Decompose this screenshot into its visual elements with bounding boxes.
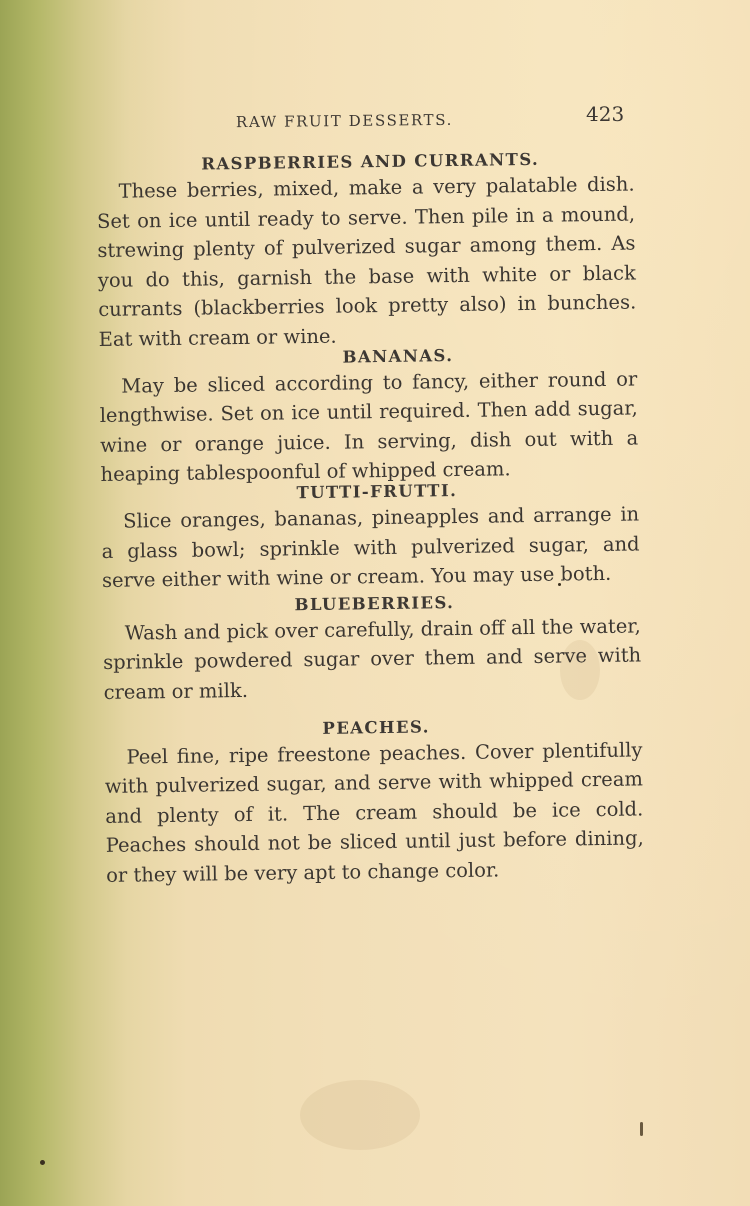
page-number: 423 <box>586 102 625 126</box>
section-title-tutti-frutti: TUTTI-FRUTTI. <box>296 480 458 503</box>
ink-speck <box>40 1160 45 1165</box>
section-text-blueberries: Wash and pick over carefully, drain off all the water, sprinkle powdered sugar over them and serve with cream or milk. <box>103 614 642 704</box>
section-text-raspberries: These berries, mixed, make a very palatable dish. Set on ice until ready to serve. Then pile in a mound, strewing plenty of pulverized sugar among them. As you do this, garnish the base with white or black currants (blackberries look pretty also) in bunches. Eat with cream or wine. <box>96 172 637 351</box>
section-text-peaches: Peel fine, ripe freestone peaches. Cover plentifully with pulverized sugar, and serve with whipped cream and plenty of it. The cream should be ice cold. Peaches should not be sliced until just before dining, or they will be very apt to change color. <box>104 737 644 887</box>
page-content <box>96 140 644 890</box>
running-title: RAW FRUIT DESSERTS. <box>235 110 453 132</box>
section-title-raspberries: RASPBERRIES AND CURRANTS. <box>201 149 540 174</box>
section-title-blueberries: BLUEBERRIES. <box>294 592 455 614</box>
section-text-bananas: May be sliced according to fancy, either round or lengthwise. Set on ice until required. Then add sugar, wine or orange juice. In serving, dish out with a heaping tablespoonful of whipped cream. <box>99 367 639 487</box>
paper-stain <box>300 1080 420 1150</box>
ink-speck <box>640 1122 643 1136</box>
section-text-tutti-frutti: Slice oranges, bananas, pineapples and arrange in a glass bowl; sprinkle with pulverized sugar, and serve either with wine or cream. You may use both. <box>101 502 640 593</box>
section-title-peaches: PEACHES. <box>322 716 430 738</box>
page-header <box>0 102 750 132</box>
section-title-bananas: BANANAS. <box>342 345 454 367</box>
